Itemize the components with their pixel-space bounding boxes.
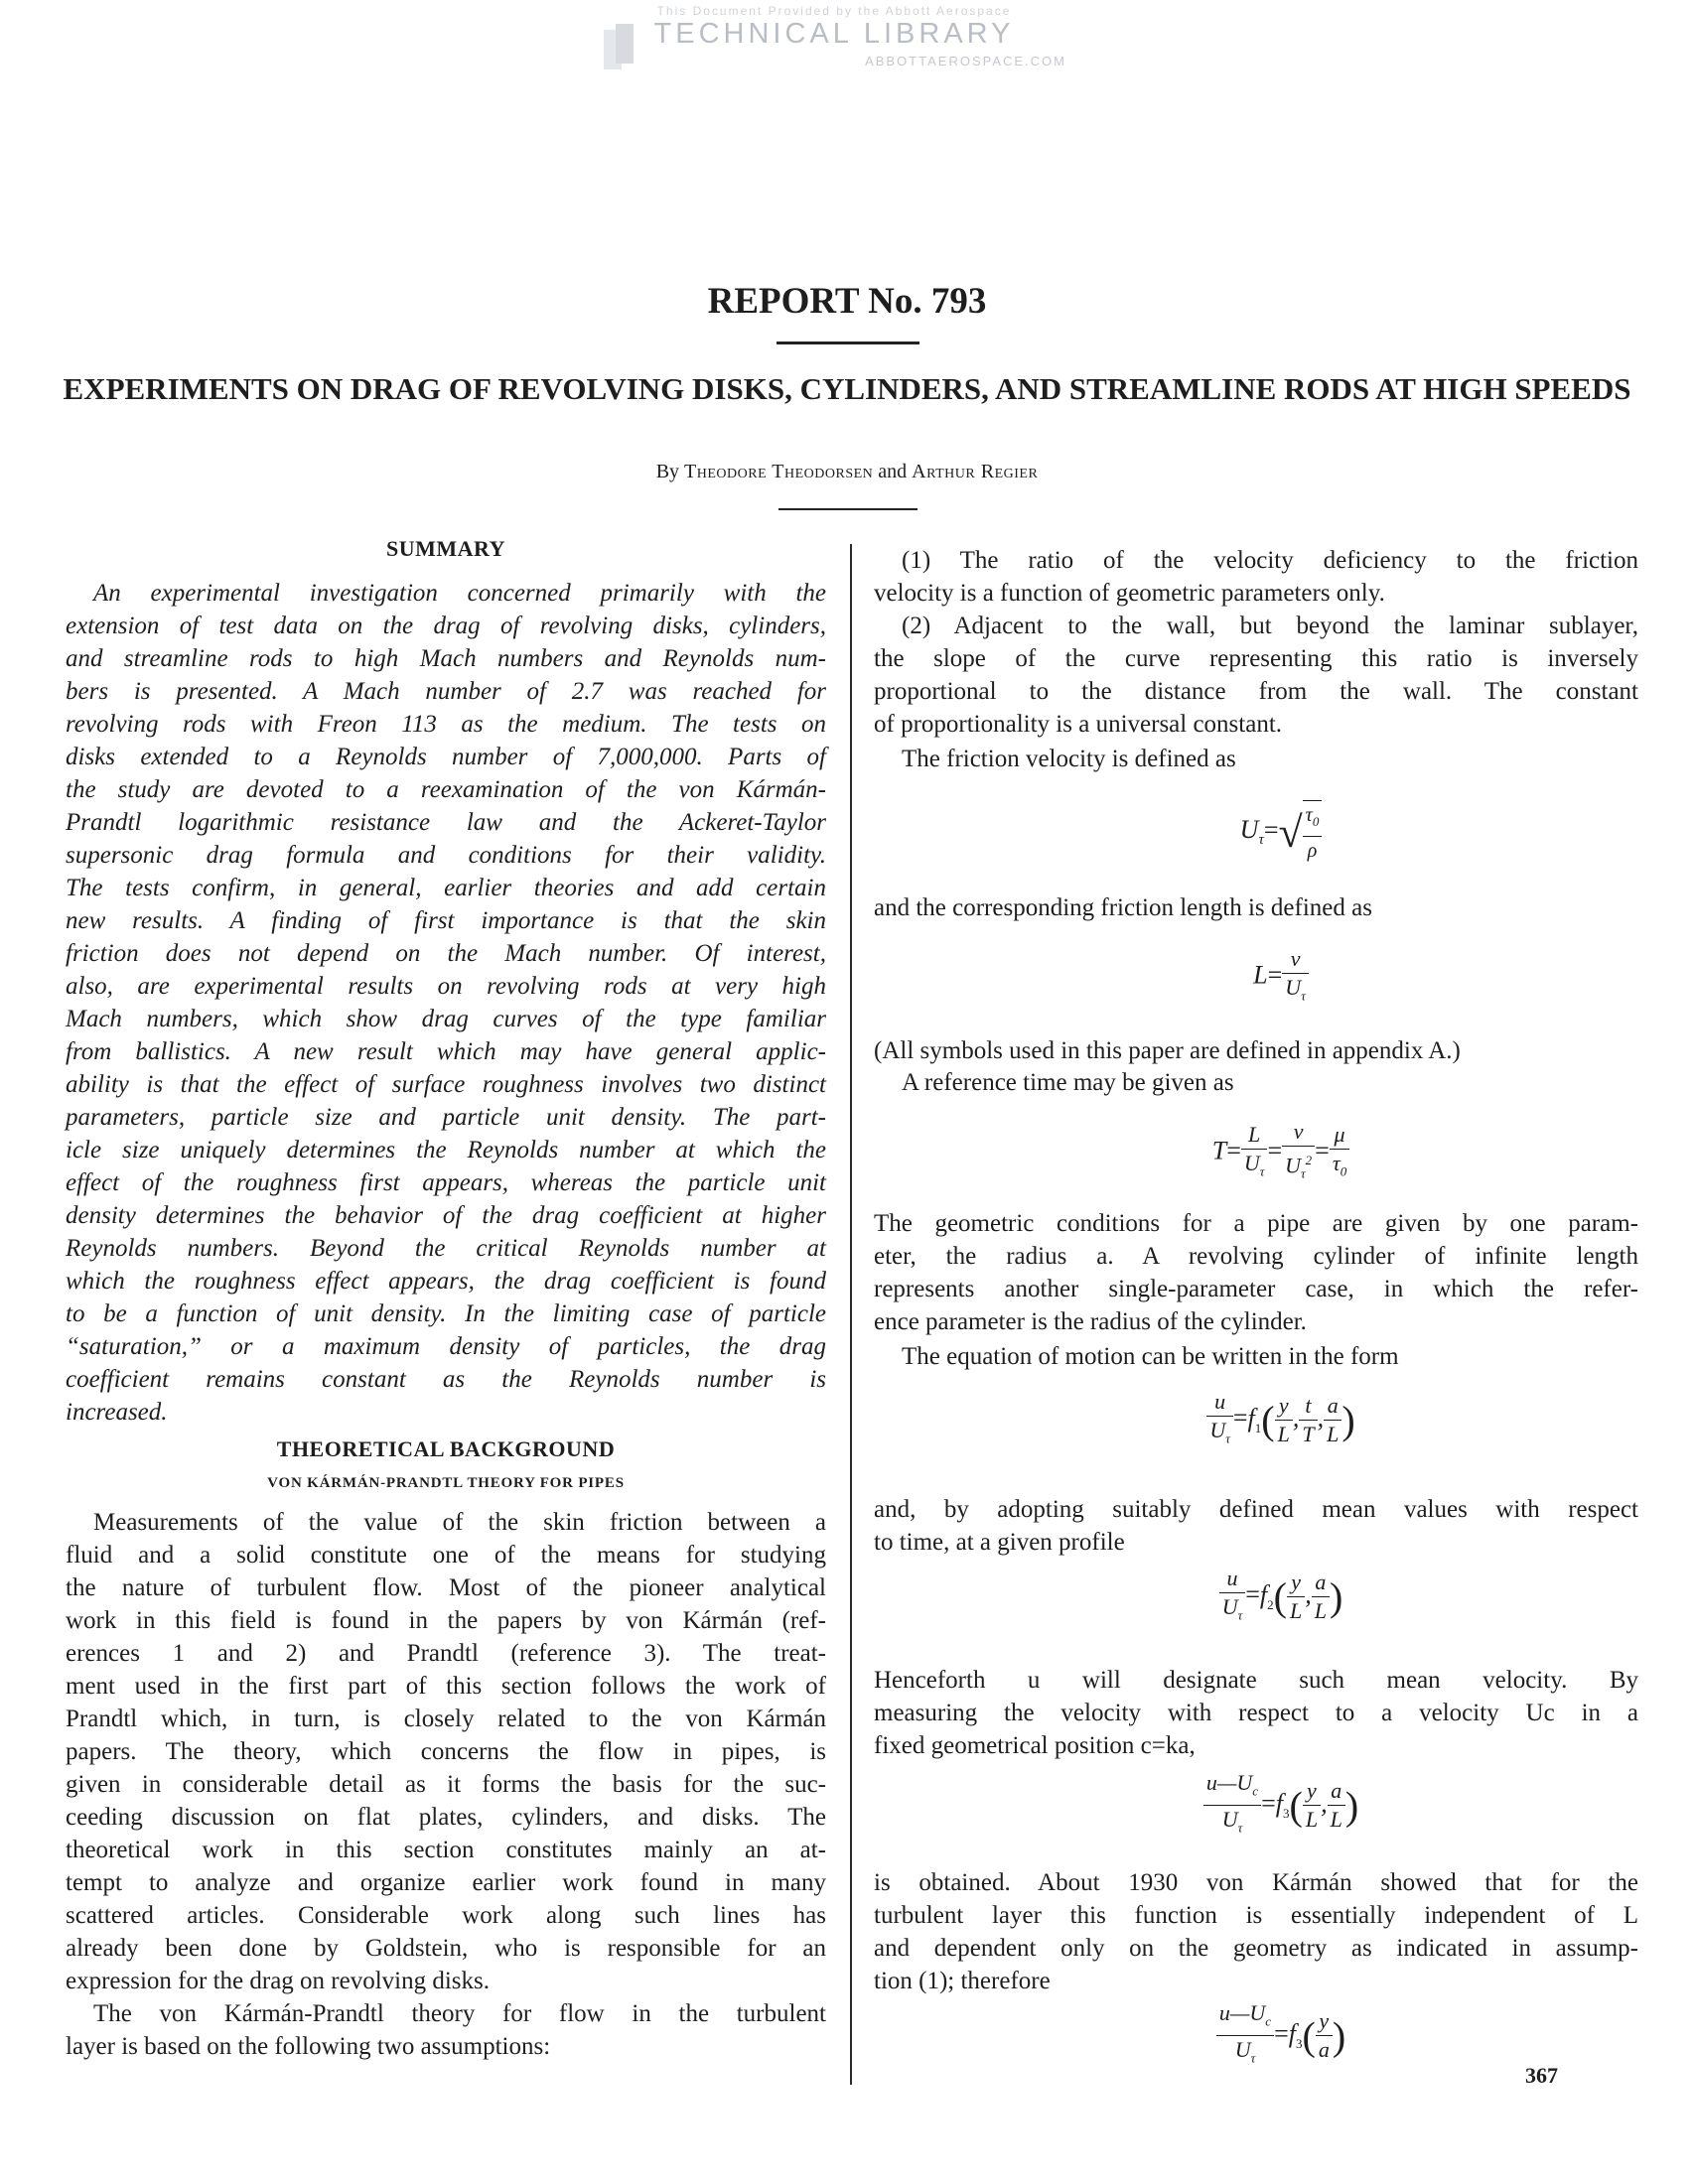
theory-subheading: VON KÁRMÁN-PRANDTL THEORY FOR PIPES xyxy=(267,1475,625,1491)
text-line: layer is based on the following two assumptions: xyxy=(66,2033,551,2060)
summary-line: disks extended to a Reynolds number of 7,000,000. Parts of xyxy=(66,744,826,770)
friction-length-intro: and the corresponding friction length is defined as xyxy=(874,894,1372,921)
text-line: Henceforth u will designate such mean velocity. By xyxy=(874,1667,1638,1694)
theory-paragraph-1 xyxy=(66,1506,826,1997)
column-divider xyxy=(850,544,852,2085)
summary-line: from ballistics. A new result which may have general applic- xyxy=(66,1038,826,1065)
text-line: of proportionality is a universal constant. xyxy=(874,711,1283,738)
text-line: and dependent only on the geometry as indicated in assump- xyxy=(874,1935,1638,1962)
summary-line: which the roughness effect appears, the drag coefficient is found xyxy=(66,1268,826,1295)
byline-rule xyxy=(778,508,918,510)
text-line: given in considerable detail as it forms the basis for the suc- xyxy=(66,1771,826,1798)
text-line: the nature of turbulent flow. Most of the pioneer analytical xyxy=(66,1574,826,1601)
watermark-logo-icon xyxy=(602,22,661,73)
equation-geometry-only: $\frac{u—U_c}{U_\tau}$ $=f_3$( $\frac{y}{a}$ ) xyxy=(1152,1999,1410,2073)
friction-velocity-intro: The friction velocity is defined as xyxy=(902,746,1236,772)
summary-heading: SUMMARY xyxy=(385,536,506,561)
text-line: fixed geometrical position c=ka, xyxy=(874,1732,1196,1759)
watermark-url: ABBOTTAEROSPACE.COM xyxy=(865,54,1066,68)
text-line: The geometric conditions for a pipe are given by one param- xyxy=(874,1210,1638,1237)
text-line: scattered articles. Considerable work along such lines has xyxy=(66,1902,826,1929)
text-line: the slope of the curve representing this ratio is inversely xyxy=(874,645,1638,672)
equation-of-motion-intro: The equation of motion can be written in the form xyxy=(902,1343,1399,1370)
text-line: represents another single-parameter case, in which the refer- xyxy=(874,1276,1638,1302)
assumption-2 xyxy=(874,610,1638,741)
equation-of-motion: $\frac{u}{U_\tau}$ $=f_1$( $\frac{y}{L}$ , $\frac{t}{T}$ , $\frac{a}{L}$ ) xyxy=(1112,1388,1450,1452)
text-line: (1) The ratio of the velocity deficiency to the friction xyxy=(902,547,1638,574)
summary-line: friction does not depend on the Mach number. Of interest, xyxy=(66,940,826,967)
summary-line: the study are devoted to a reexamination of the von Kármán- xyxy=(66,776,826,803)
text-line: expression for the drag on revolving disks. xyxy=(66,1968,491,1994)
report-number: REPORT No. 793 xyxy=(707,281,987,322)
summary-line: extension of test data on the drag of revolving disks, cylinders, xyxy=(66,613,826,639)
text-line: ment used in the first part of this section follows the work of xyxy=(66,1673,826,1700)
author-2: Arthur Regier xyxy=(912,461,1039,482)
summary-line: Prandtl logarithmic resistance law and the Ackeret-Taylor xyxy=(66,809,826,836)
text-line: ceeding discussion on flat plates, cylinders, and disks. The xyxy=(66,1804,826,1831)
summary-line: An experimental investigation concerned primarily with the xyxy=(93,580,826,607)
summary-line: ability is that the effect of surface roughness involves two distinct xyxy=(66,1071,826,1098)
text-line: velocity is a function of geometric parameters only. xyxy=(874,580,1385,607)
text-line: papers. The theory, which concerns the flow in pipes, is xyxy=(66,1738,826,1765)
byline xyxy=(0,461,1694,483)
text-line: turbulent layer this function is essentially independent of L xyxy=(874,1902,1638,1929)
watermark-library-title: TECHNICAL LIBRARY xyxy=(653,18,1015,50)
summary-abstract xyxy=(66,577,826,1429)
summary-line: bers is presented. A Mach number of 2.7 was reached for xyxy=(66,678,826,705)
text-line: already been done by Goldstein, who is responsible for an xyxy=(66,1935,826,1962)
assumption-1 xyxy=(874,544,1638,610)
summary-line: effect of the roughness first appears, whereas the particle unit xyxy=(66,1169,826,1196)
summary-line: Mach numbers, which show drag curves of the type familiar xyxy=(66,1006,826,1032)
summary-line: The tests confirm, in general, earlier theories and add certain xyxy=(66,875,826,901)
reference-time-intro: A reference time may be given as xyxy=(902,1069,1234,1096)
byline-by: By xyxy=(655,461,680,482)
symbols-note: (All symbols used in this paper are defined in appendix A.) xyxy=(874,1037,1461,1064)
text-line: tion (1); therefore xyxy=(874,1968,1051,1994)
left-column xyxy=(66,532,826,2063)
summary-line: and streamline rods to high Mach numbers and Reynolds num- xyxy=(66,645,826,672)
summary-line: coefficient remains constant as the Reynolds number is xyxy=(66,1366,826,1393)
summary-line: density determines the behavior of the drag coefficient at higher xyxy=(66,1202,826,1229)
text-line: Measurements of the value of the skin friction between a xyxy=(93,1509,826,1536)
text-line: and, by adopting suitably defined mean values with respect xyxy=(874,1496,1638,1523)
text-line: fluid and a solid constitute one of the means for studying xyxy=(66,1542,826,1569)
summary-line: “saturation,” or a maximum density of particles, the drag xyxy=(66,1333,826,1360)
equation-friction-velocity: $U_\tau=√$ $\frac{\tau_0}{\rho}$ xyxy=(1182,800,1380,865)
text-line: measuring the velocity with respect to a velocity Uc in a xyxy=(874,1700,1638,1726)
text-line: The von Kármán-Prandtl theory for flow in the turbulent xyxy=(93,2000,826,2027)
text-line: to time, at a given profile xyxy=(874,1529,1125,1556)
text-line: theoretical work in this section constitutes mainly an at- xyxy=(66,1837,826,1863)
henceforth-paragraph xyxy=(874,1664,1638,1762)
summary-line: icle size uniquely determines the Reynolds number at which the xyxy=(66,1137,826,1163)
summary-line: to be a function of unit density. In the limiting case of particle xyxy=(66,1300,826,1327)
obtained-paragraph xyxy=(874,1866,1638,1997)
summary-line: parameters, particle size and particle unit density. The part- xyxy=(66,1104,826,1131)
equation-friction-length: L= $\frac{\nu}{U_\tau}$ xyxy=(1182,945,1380,1010)
text-line: erences 1 and 2) and Prandtl (reference 3). The treat- xyxy=(66,1640,826,1667)
geometric-conditions-paragraph xyxy=(874,1207,1638,1338)
summary-line: increased. xyxy=(66,1399,168,1426)
author-1: Theodore Theodorsen xyxy=(684,461,874,482)
summary-line: new results. A finding of first importance is that the skin xyxy=(66,907,826,934)
summary-line: Reynolds numbers. Beyond the critical Reynolds number at xyxy=(66,1235,826,1262)
text-line: ence parameter is the radius of the cylinder. xyxy=(874,1308,1307,1335)
summary-line: also, are experimental results on revolving rods at very high xyxy=(66,973,826,1000)
page-number: 367 xyxy=(1525,2063,1558,2088)
text-line: proportional to the distance from the wall. The constant xyxy=(874,678,1638,705)
text-line: work in this field is found in the papers by von Kármán (ref- xyxy=(66,1607,826,1634)
header-rule xyxy=(776,341,919,344)
text-line: is obtained. About 1930 von Kármán showed that for the xyxy=(874,1869,1638,1896)
summary-line: supersonic drag formula and conditions for their validity. xyxy=(66,842,826,869)
text-line: eter, the radius a. A revolving cylinder of infinite length xyxy=(874,1243,1638,1270)
text-line: Prandtl which, in turn, is closely related to the von Kármán xyxy=(66,1706,826,1732)
summary-line: revolving rods with Freon 113 as the medium. The tests on xyxy=(66,711,826,738)
equation-velocity-deficiency: $\frac{u—U_c}{U_\tau}$ $=f_3$( $\frac{y}{L}$ , $\frac{a}{L}$ ) xyxy=(1112,1769,1450,1843)
equation-mean-profile: $\frac{u}{U_\tau}$ $=f_2$( $\frac{y}{L}$ , $\frac{a}{L}$ ) xyxy=(1142,1565,1420,1629)
equation-reference-time: T= $\frac{L}{U_\tau}$ = $\frac{\nu}{U_\tau^2}$ = $\frac{\mu}{\tau_0}$ xyxy=(1132,1118,1430,1188)
byline-and: and xyxy=(878,461,908,482)
mean-values-paragraph xyxy=(874,1493,1638,1559)
watermark-provider-text: This Document Provided by the Abbott Aerospace xyxy=(656,4,1012,18)
theory-paragraph-2 xyxy=(66,1997,826,2063)
text-line: tempt to analyze and organize earlier work found in many xyxy=(66,1869,826,1896)
theory-heading: THEORETICAL BACKGROUND xyxy=(276,1436,616,1461)
text-line: (2) Adjacent to the wall, but beyond the laminar sublayer, xyxy=(902,613,1638,639)
paper-title: EXPERIMENTS ON DRAG OF REVOLVING DISKS, CYLINDERS, AND STREAMLINE RODS AT HIGH SPEEDS xyxy=(63,371,1631,406)
